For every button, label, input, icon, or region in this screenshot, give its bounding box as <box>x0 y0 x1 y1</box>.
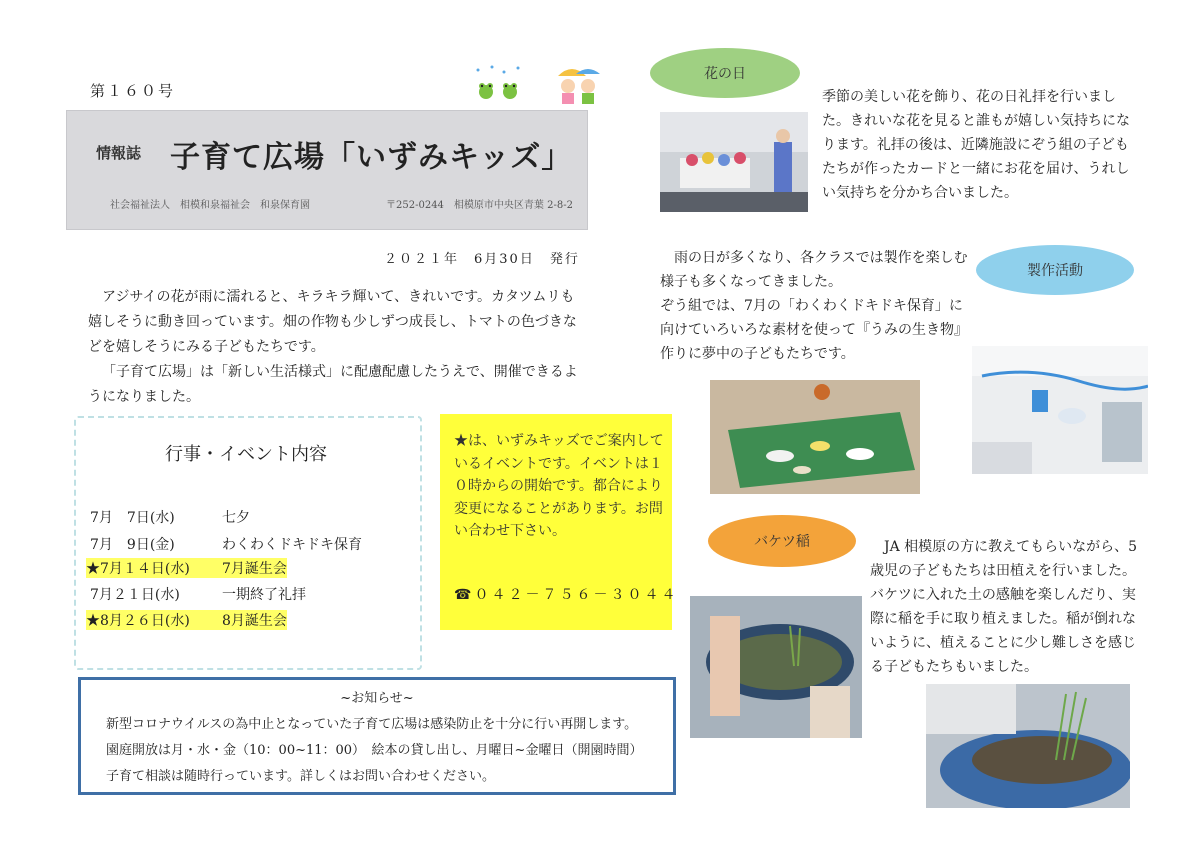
announcement-line: 子育て相談は随時行っています。詳しくはお問い合わせください。 <box>106 769 495 784</box>
phone-number: ☎０４２－７５６－３０４４ <box>454 587 679 603</box>
craft-paragraph-1: 雨の日が多くなり、各クラスでは製作を楽しむ様子も多くなってきました。 <box>660 250 968 290</box>
event-date: 7月 9日(金) <box>90 537 175 553</box>
event-row <box>90 507 250 527</box>
event-name: わくわくドキドキ保育 <box>222 537 362 553</box>
announcement-line: 新型コロナウイルスの為中止となっていた子育て広場は感染防止を十分に行い再開します。 <box>106 717 638 732</box>
page-title: 子育て広場「いずみキッズ」 <box>170 140 573 175</box>
craft-activity-text <box>660 246 970 366</box>
event-name: 七夕 <box>222 510 250 526</box>
event-name: 8月誕生会 <box>222 613 287 629</box>
event-row-highlighted <box>86 558 287 578</box>
intro-paragraph-2: 「子育て広場」は「新しい生活様式」に配慮配慮したうえで、開催できるようになりました。 <box>88 364 578 405</box>
bucket-rice-photo-1 <box>690 596 862 738</box>
events-title: 行事・イベント内容 <box>165 444 327 465</box>
bucket-rice-photo-2 <box>926 684 1130 808</box>
event-name: 7月誕生会 <box>222 561 287 577</box>
event-row <box>90 584 306 604</box>
intro-paragraph-1: アジサイの花が雨に濡れると、キラキラ輝いて、きれいです。カタツムリも嬉しそうに動き回っています。畑の作物も少しずつ成長し、トマトの色づきなどを嬉しそうにみる子どもたちです。 <box>88 289 577 355</box>
event-row <box>90 534 362 554</box>
event-notice-text: ★は、いずみキッズでご案内しているイベントです。イベントは１０時からの開始です。都合により変更になることがあります。お問い合わせ下さい。 <box>454 433 664 539</box>
sea-creatures-craft-photo <box>710 380 920 494</box>
event-name: 一期終了礼拝 <box>222 587 306 603</box>
flower-day-heading: 花の日 <box>650 48 800 98</box>
flower-day-text: 季節の美しい花を飾り、花の日礼拝を行いました。きれいな花を見ると誰もが嬉しい気持ちになります。礼拝の後は、近隣施設にぞう組の子どもたちが作ったカードと一緒にお花を届け、うれしい気持ちを分かち合いました。 <box>822 89 1130 201</box>
frog-icon <box>477 66 520 100</box>
bucket-rice-text: JA 相模原の方に教えてもらいながら、5 歳児の子どもたちは田植えを行いました。バケツに入れた土の感触を楽しんだり、実際に稲を手に取り植えました。稲が倒れないように、植えることに少し難しさを感じる子どもたちもいました。 <box>870 539 1138 675</box>
event-date: ★7月１４日(水) <box>86 561 190 577</box>
announcement-title: ~お知らせ~ <box>340 691 414 706</box>
event-date: 7月２１日(水) <box>90 587 180 603</box>
event-date: ★8月２６日(水) <box>86 613 190 629</box>
magazine-label: 情報誌 <box>96 144 142 162</box>
flower-day-photo <box>660 112 808 212</box>
organization-name: 社会福祉法人 相模和泉福祉会 和泉保育園 <box>110 200 310 211</box>
intro-text <box>88 285 580 410</box>
announcement-line: 園庭開放は月・水・金（10：00~11：00） 絵本の貸し出し、月曜日~金曜日（開園時間） <box>106 743 643 758</box>
hanging-sea-creatures-photo <box>972 346 1148 474</box>
children-umbrella-icon <box>558 69 600 104</box>
bucket-rice-heading: バケツ稲 <box>708 515 856 567</box>
organization-address: 〒252-0244 相模原市中央区青葉 2-8-2 <box>386 200 573 211</box>
frogs-and-children-illustration <box>470 62 610 106</box>
event-row-highlighted <box>86 610 287 630</box>
issue-date: ２０２１年 6月30日 発行 <box>384 252 580 267</box>
event-date: 7月 7日(水) <box>90 510 175 526</box>
craft-paragraph-2: ぞう組では、7月の「わくわくドキドキ保育」に向けていろいろな素材を使って『うみの生き物』作りに夢中の子どもたちです。 <box>660 298 968 362</box>
craft-activity-heading: 製作活動 <box>976 245 1134 295</box>
issue-number: 第１６０号 <box>90 82 176 100</box>
